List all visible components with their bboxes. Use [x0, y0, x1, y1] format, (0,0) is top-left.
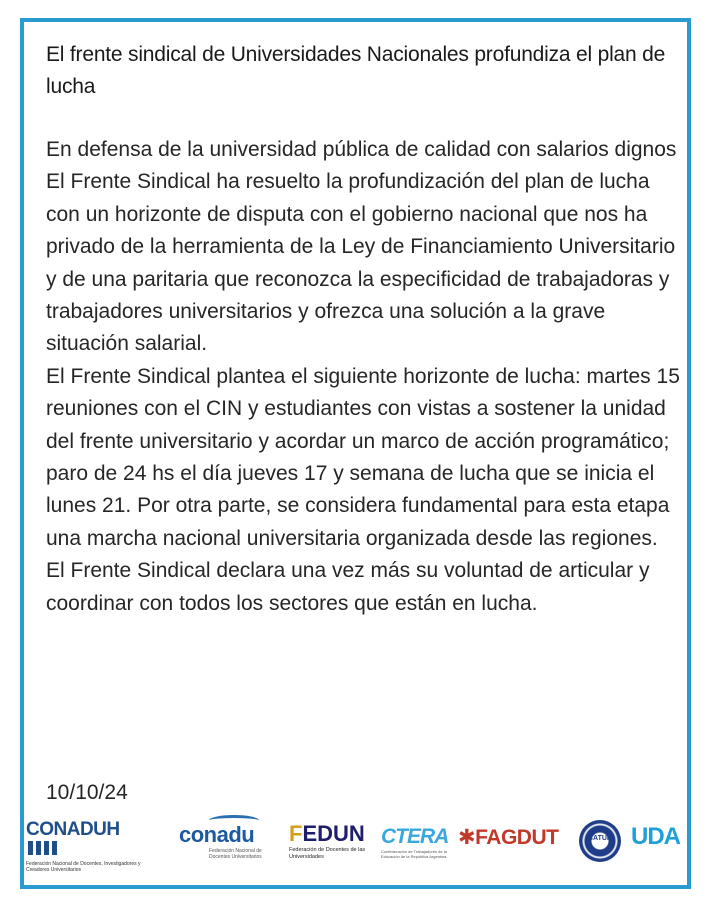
fedun-logo — [289, 821, 379, 860]
ctera-logo — [381, 825, 459, 859]
uda-logo — [631, 823, 686, 851]
fedun-subtitle: Federación de Docentes de las Universidades — [289, 847, 366, 860]
ctera-wordmark: CTERA — [381, 825, 449, 848]
fedun-wordmark: FEDUN — [289, 821, 365, 846]
union-logos-row — [24, 815, 687, 875]
conaduh-wordmark: CONADU — [26, 819, 107, 840]
conaduh-subtitle: Federación Nacional de Docentes, Investigadores y Creadores Universitarios — [26, 861, 141, 873]
announcement-body — [46, 134, 686, 620]
fagdut-logo — [458, 825, 568, 850]
conaduh-h-mark: H — [106, 819, 120, 840]
catur-wordmark: CATUR — [588, 835, 612, 842]
conaduh-bars-icon — [28, 841, 58, 855]
uda-wordmark: UDA — [631, 823, 680, 850]
conadu-wordmark: conadu — [179, 822, 255, 847]
announcement-card — [20, 18, 691, 889]
announcement-title: El frente sindical de Universidades Nacionales profundiza el plan de lucha — [46, 43, 666, 98]
conadu-logo — [179, 815, 279, 860]
paragraph-plan: El Frente Sindical plantea el siguiente horizonte de lucha: martes 15 reuniones con el CIN y estudiantes con vistas a sostener la unidad del frente universitario y acordar un marco de acción programático; paro de 24 hs el día jueves 17 y semana de lucha que se inicia el lunes 21. Por otra parte, se considera fundamental para esta etapa una marcha nacional universitaria organizada desde las regiones. — [46, 364, 680, 550]
paragraph-resolution: El Frente Sindical ha resuelto la profundización del plan de lucha con un horizonte de disputa con el gobierno nacional que nos ha privado de la herramienta de la Ley de Financiamiento Universitario y de una paritaria que reconozca la especificidad de trabajadoras y trabajadores universitarios y ofrezca una solución a la grave situación salarial. — [46, 170, 676, 356]
paragraph-declaration: El Frente Sindical declara una vez más su voluntad de articular y coordinar con todos los sectores que están en lucha. — [46, 559, 650, 615]
paragraph-subtitle: En defensa de la universidad pública de calidad con salarios dignos — [46, 138, 677, 161]
fagdut-wordmark: ✱FAGDUT — [458, 826, 559, 849]
conadu-historica-logo — [26, 819, 146, 873]
announcement-date: 10/10/24 — [46, 781, 128, 804]
conadu-subtitle: Federación Nacional de Docentes Universitarios — [209, 848, 262, 860]
ctera-subtitle: Confederación de Trabajadores de la Educación de la República Argentina — [381, 849, 447, 859]
catur-seal-icon — [579, 820, 621, 862]
